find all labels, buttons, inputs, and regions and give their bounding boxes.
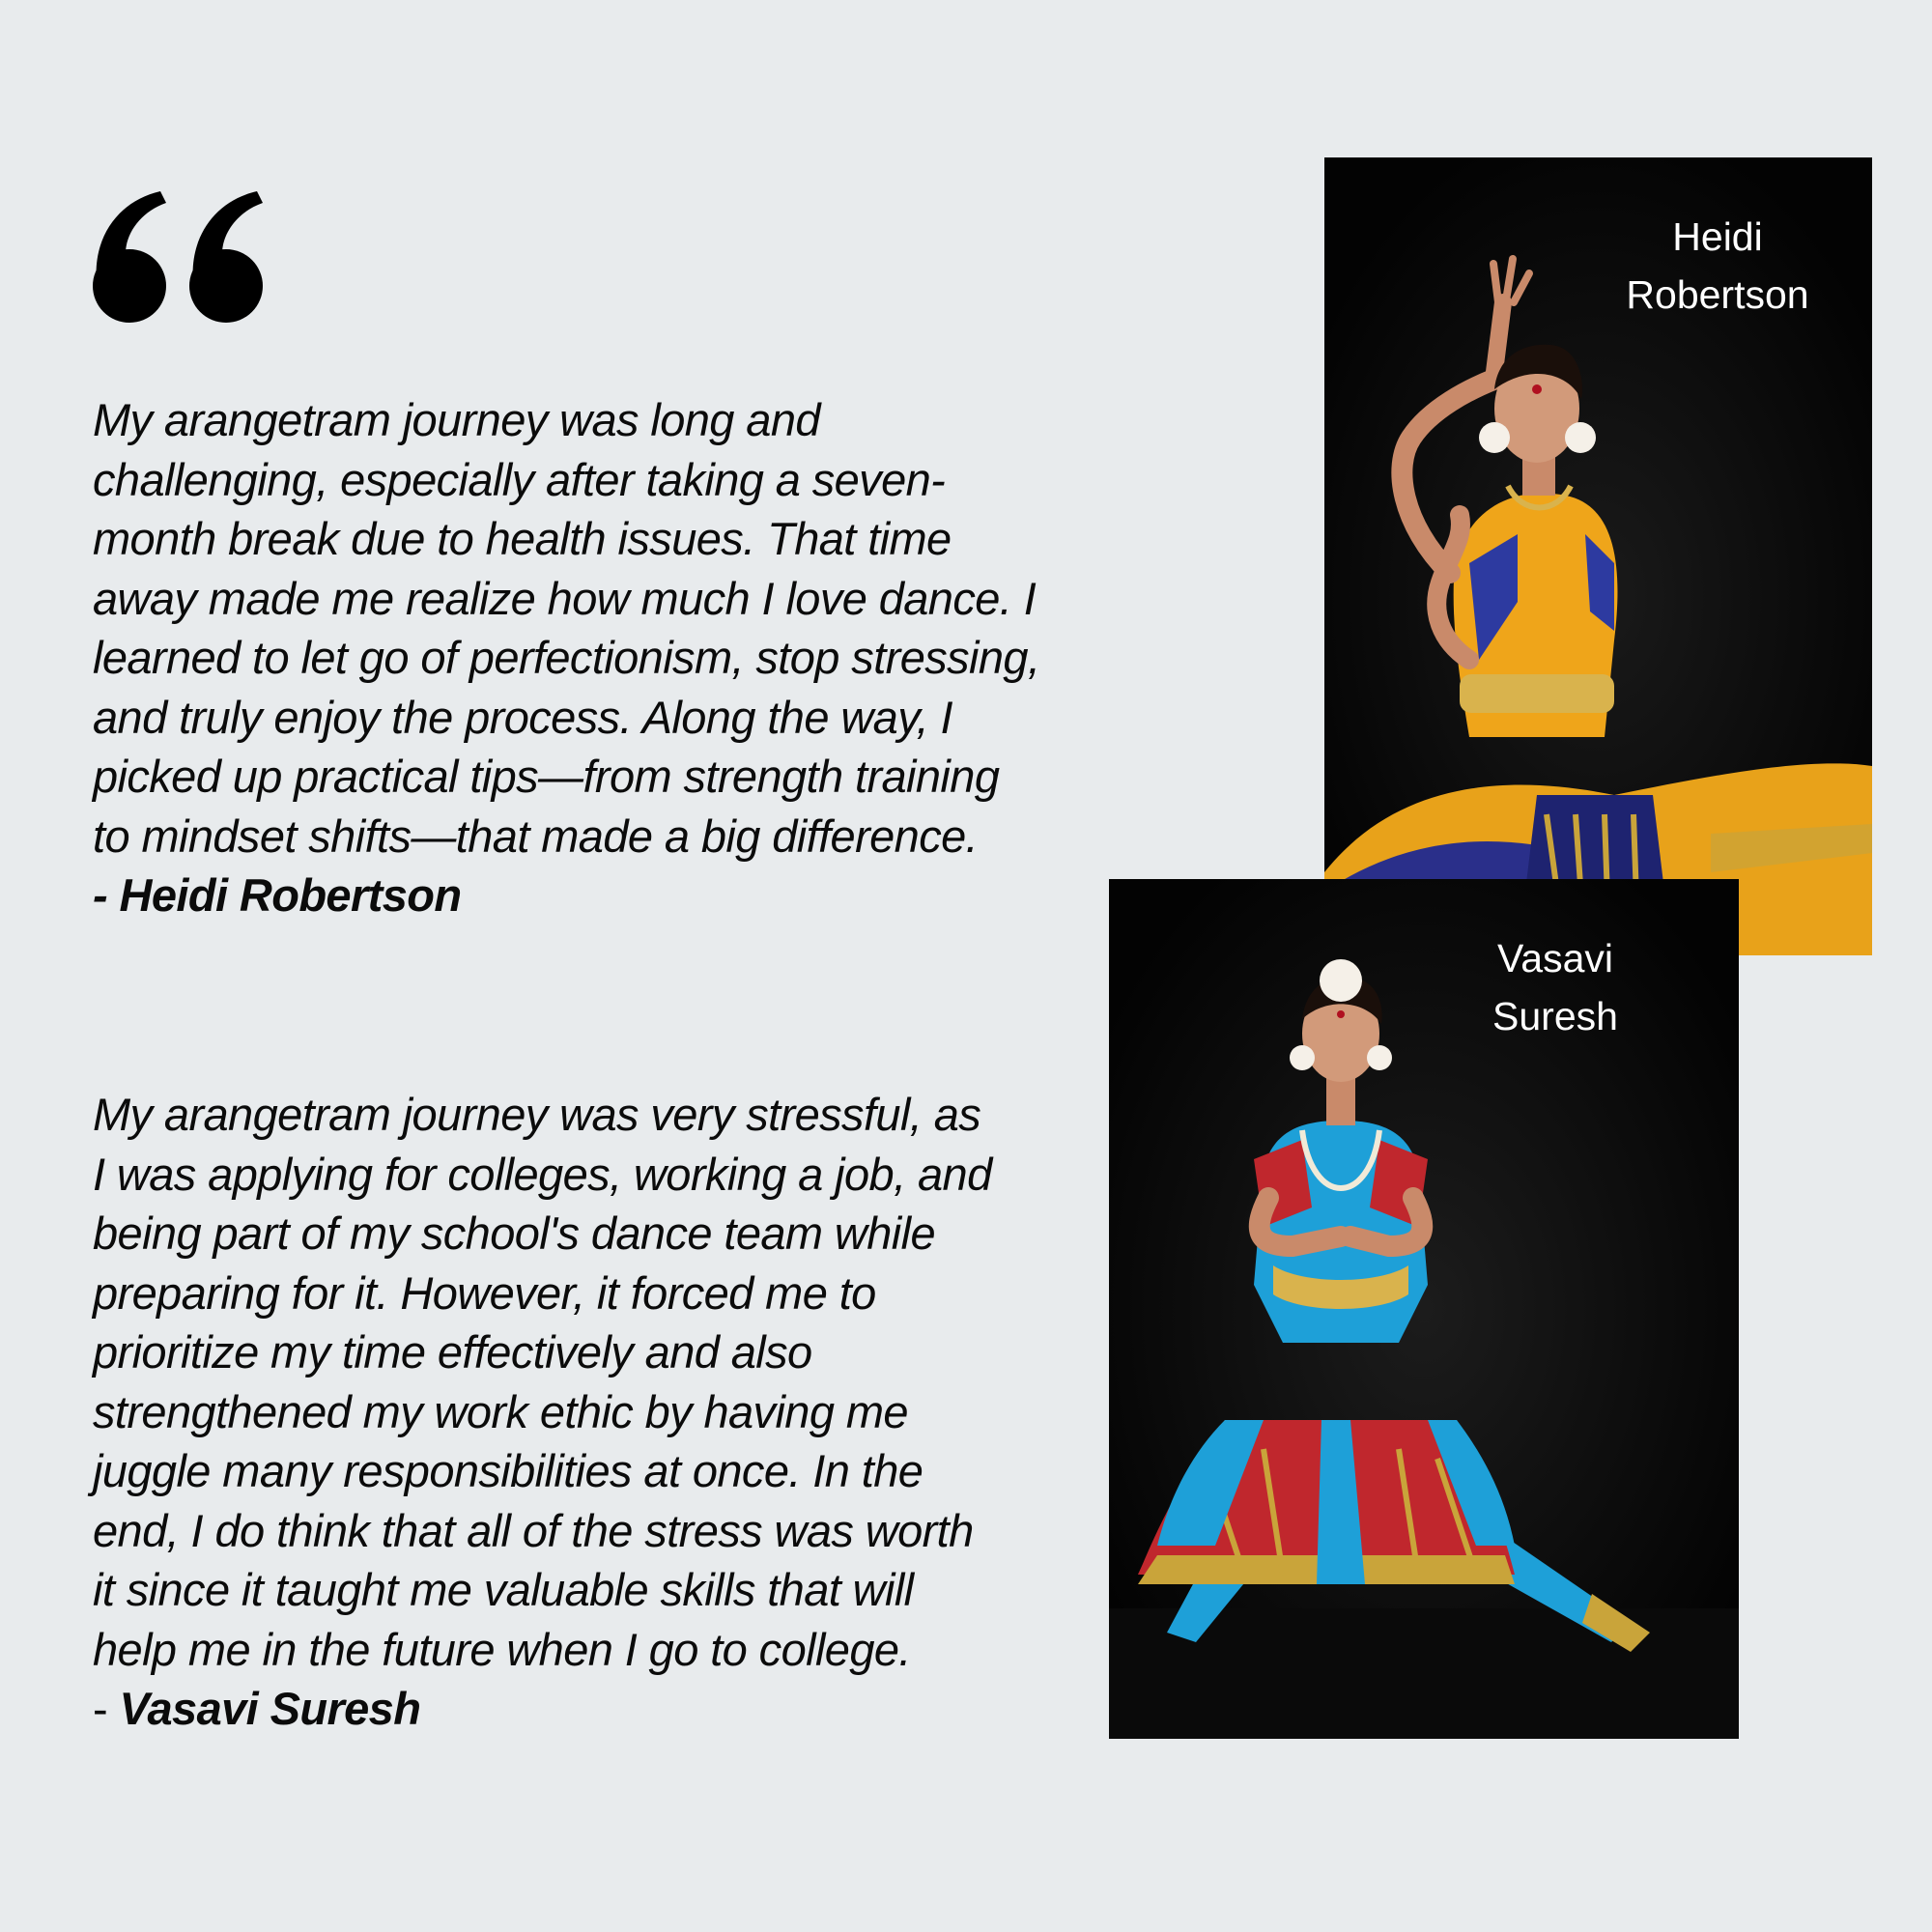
testimonial-heidi [93,390,1155,925]
photo-caption: Heidi Robertson [1626,214,1809,317]
testimonial-author [93,1679,1097,1739]
photo-heidi-robertson [1324,157,1872,955]
testimonial-text: My arangetram journey was very stressful, as I was applying for colleges, working a job, and being part of my school's dance team while preparing for it. However, it forced me to prioritize my time effectively and also strengthened my work ethic by having me juggle many responsibilities at once. In the end, I do think that all of the stress was worth it since it taught me valuable skills that will help me in the future when I go to college. [93,1089,992,1675]
photo-caption: Vasavi Suresh [1492,936,1618,1038]
testimonial-author: - Heidi Robertson [93,869,462,921]
quotation-mark-icon [89,189,272,325]
testimonial-text: My arangetram journey was long and challenging, especially after taking a seven- month break due to health issues. That time away made me realize how much I love dance. I learned to let go of perfectionism, stop stressing, and truly enjoy the process. Along the way, I picked up practical tips—from strength training to mindset shifts—that made a big difference. [93,394,1040,862]
author-dash: - [93,1683,120,1734]
author-name: Vasavi Suresh [119,1683,421,1734]
photo-vasavi-suresh [1109,879,1739,1739]
dancer-illustration [1109,879,1739,1739]
testimonial-vasavi [93,1085,1097,1739]
